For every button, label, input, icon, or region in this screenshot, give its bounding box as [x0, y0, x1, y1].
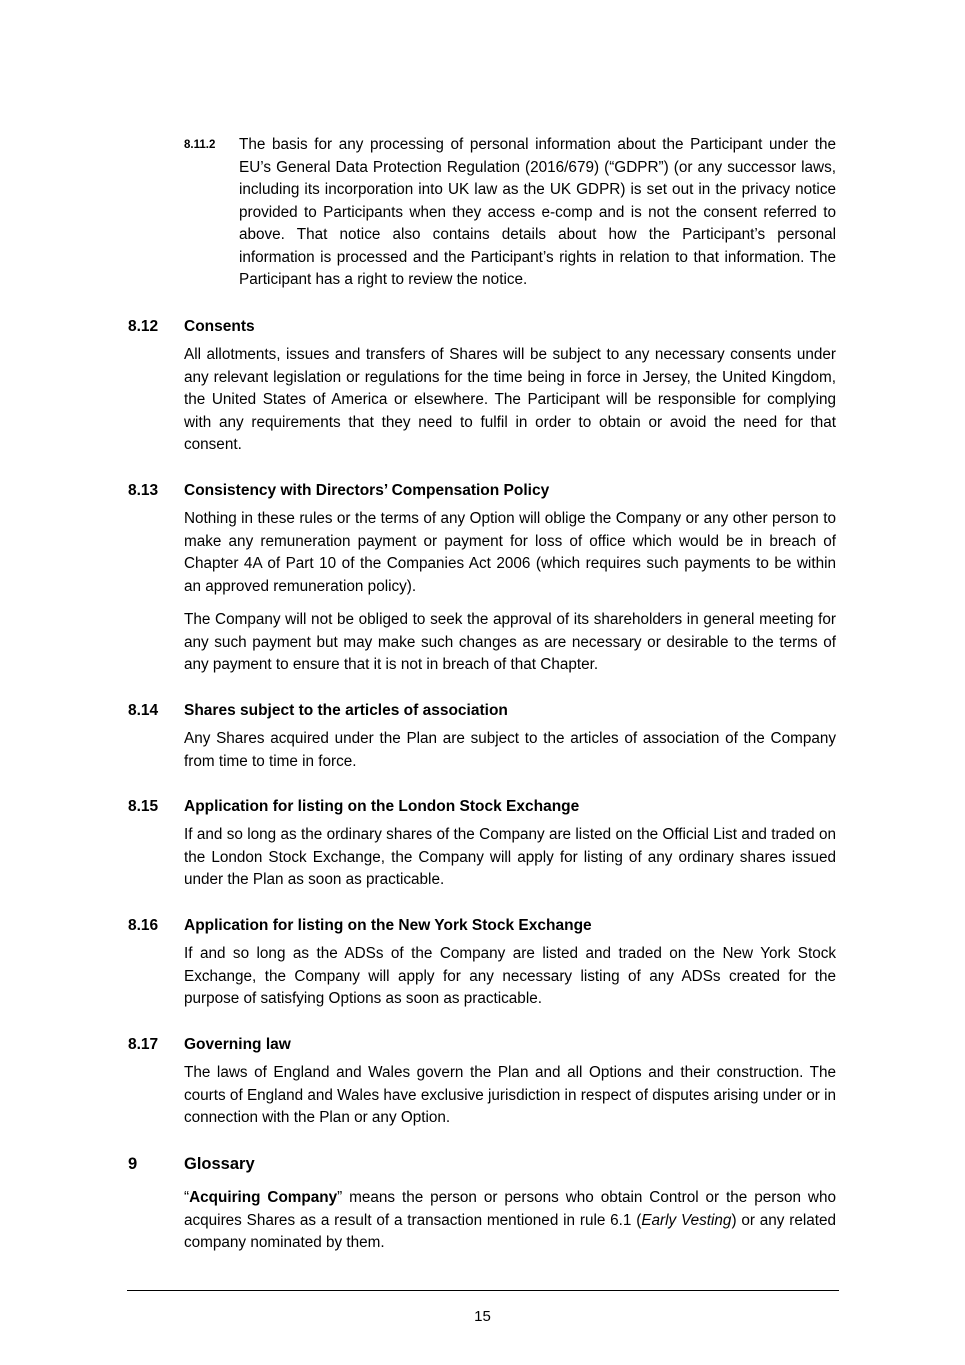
- section-number: 8.14: [128, 702, 159, 719]
- section-8-15: [128, 797, 836, 892]
- section-title: Shares subject to the articles of association: [184, 702, 508, 719]
- section-number: 8.15: [128, 798, 159, 815]
- section-heading: [128, 797, 836, 817]
- subclause-number: 8.11.2: [184, 139, 216, 151]
- section-heading: [128, 701, 836, 721]
- section-number: 9: [128, 1155, 138, 1173]
- section-heading: [128, 1035, 836, 1055]
- section-title: Consistency with Directors’ Compensation Policy: [184, 482, 550, 499]
- glossary-open-quote: “: [184, 1189, 190, 1206]
- section-9-glossary: [128, 1154, 836, 1255]
- section-heading: [128, 481, 836, 501]
- section-title: Glossary: [184, 1155, 255, 1173]
- section-title: Consents: [184, 318, 255, 335]
- subclause-8-11-2: [184, 134, 836, 292]
- section-paragraph: If and so long as the ADSs of the Company are listed and traded on the New York Stock Exchange, the Company will apply for any necessary listing of any ADSs created for the purpose of satisfying Options as soon as practicable.: [184, 945, 836, 1007]
- section-paragraph: Nothing in these rules or the terms of any Option will oblige the Company or any other person to make any remuneration payment or payment for loss of office which would be in breach of Chapter 4A of Part 10 of the Companies Act 2006 (which requires such payments to be within an approved remuneration policy).: [184, 510, 836, 595]
- section-paragraph: If and so long as the ordinary shares of the Company are listed on the Official List and traded on the London Stock Exchange, the Company will apply for listing of any ordinary shares issued under the Plan as soon as practicable.: [184, 826, 836, 888]
- section-number: 8.13: [128, 482, 159, 499]
- glossary-term: Acquiring Company: [189, 1189, 338, 1206]
- glossary-definition-part: ) or any related company nominated by them.: [184, 1211, 837, 1251]
- section-number: 8.17: [128, 1036, 159, 1053]
- section-paragraph: The Company will not be obliged to seek the approval of its shareholders in general meeting for any such payment but may make such changes as are necessary or desirable to the terms of any payment to ensure that it is not in breach of that Chapter.: [184, 611, 836, 673]
- footer-divider: [127, 1290, 839, 1291]
- section-paragraph: Any Shares acquired under the Plan are subject to the articles of association of the Company from time to time in force.: [184, 730, 836, 770]
- section-paragraph: All allotments, issues and transfers of Shares will be subject to any necessary consents under any relevant legislation or regulations for the time being in force in Jersey, the United Kingdom, the United States of America or elsewhere. The Participant will be responsible for complying with any requirements that they need to fulfil in order to obtain or avoid the need for that consent.: [184, 346, 836, 453]
- section-number: 8.12: [128, 318, 159, 335]
- section-8-16: [128, 916, 836, 1011]
- section-8-17: [128, 1035, 836, 1130]
- section-heading: [128, 1154, 836, 1174]
- section-paragraph: The laws of England and Wales govern the Plan and all Options and their construction. The courts of England and Wales have exclusive jurisdiction in respect of disputes arising under or in connection with the Plan or any Option.: [184, 1064, 836, 1126]
- glossary-entry: [184, 1187, 836, 1255]
- section-8-14: [128, 701, 836, 773]
- section-title: Application for listing on the New York Stock Exchange: [184, 917, 592, 934]
- section-number: 8.16: [128, 917, 159, 934]
- section-heading: [128, 317, 836, 337]
- glossary-definition-part: ” means the person or persons who obtain Control or the person who acquires Shares as a result of a transaction mentioned in rule 6.1 (: [184, 1189, 836, 1229]
- section-heading: [128, 916, 836, 936]
- subclause-text: The basis for any processing of personal information about the Participant under the EU’s General Data Protection Regulation (2016/679) (“GDPR”) (or any successor laws, including its incorporation into UK law as the UK GDPR) is set out in the privacy notice provided to Participants when they access e-comp and is not the consent referred to above. That notice also contains details about how the Participant’s personal information is processed and the Participant’s rights in relation to that information. The Participant has a right to review the notice.: [239, 136, 836, 288]
- section-title: Application for listing on the London Stock Exchange: [184, 798, 580, 815]
- section-8-13: [128, 481, 836, 677]
- section-8-12: [128, 317, 836, 457]
- glossary-italic-reference: Early Vesting: [641, 1211, 732, 1229]
- page-number: 15: [474, 1308, 491, 1325]
- section-title: Governing law: [184, 1036, 291, 1053]
